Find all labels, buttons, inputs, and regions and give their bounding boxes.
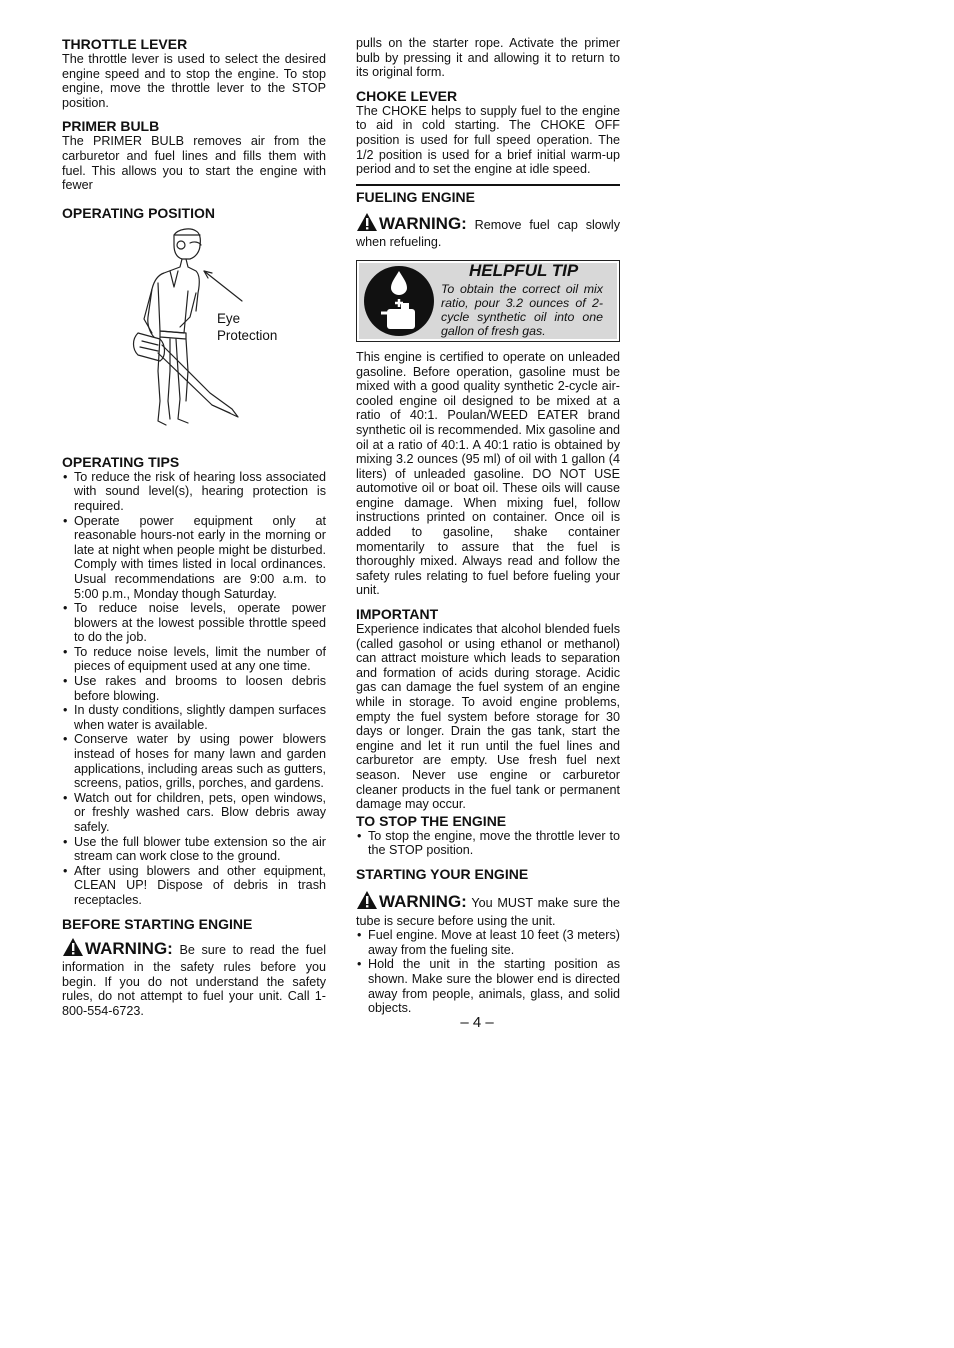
primer-bulb-heading: PRIMER BULB (62, 118, 160, 135)
throttle-lever-heading: THROTTLE LEVER (62, 36, 188, 52)
page-number: – 4 – (460, 1014, 494, 1031)
operating-tips-list (62, 470, 326, 908)
operating-position-heading: OPERATING POSITION (62, 204, 215, 221)
list-item: • To stop the engine, move the throttle lever to the STOP position. (356, 829, 620, 858)
choke-lever-heading: CHOKE LEVER (356, 87, 458, 104)
warning-triangle-icon (62, 937, 84, 961)
list-item: • In dusty conditions, slightly dampen surfaces when water is available. (62, 703, 326, 732)
stop-engine-list (356, 829, 620, 858)
operating-position-figure (62, 221, 326, 441)
fueling-warning (356, 212, 620, 250)
warning-word: WARNING: (85, 938, 173, 958)
list-item: • Use rakes and brooms to loosen debris before blowing. (62, 674, 326, 703)
list-item: • Hold the unit in the starting position as shown. Make sure the blower end is directed away from people, animals, glass, and solid objects. (356, 957, 620, 1015)
warning-word: WARNING: (379, 213, 467, 233)
warning-word: WARNING: (379, 891, 467, 911)
warning-text: Remove fuel cap slowly when refueling. (356, 217, 620, 250)
helpful-tip-text: To obtain the correct oil mix ratio, pour 3.2 ounces of 2-cycle synthetic oil into one gallon of fresh gas. (441, 281, 603, 338)
list-item: • Operate power equipment only at reasonable hours-not early in the morning or late at night when people might be disturbed. Comply with times listed in local ordinances. Usual recommendations are 9:00 a.m. to 5:00 p.m., Monday though Saturday. (62, 514, 326, 602)
list-item: • After using blowers and other equipment, CLEAN UP! Dispose of debris in trash receptacles. (62, 864, 326, 908)
important-heading: IMPORTANT (356, 606, 439, 623)
list-item: • Fuel engine. Move at least 10 feet (3 meters) away from the fueling site. (356, 928, 620, 957)
list-item: • To reduce the risk of hearing loss associated with sound level(s), hearing protection is required. (62, 470, 326, 514)
eye-protection-label (217, 310, 277, 344)
starting-engine-heading: STARTING YOUR ENGINE (356, 865, 529, 882)
helpful-tip-box (356, 260, 620, 342)
choke-lever-text: The CHOKE helps to supply fuel to the engine to aid in cold starting. The CHOKE OFF position is used for full speed operation. The 1/2 position is used for a brief initial warm-up period and to set the engine at idle speed. (356, 103, 620, 177)
list-item: • Conserve water by using power blowers instead of hoses for many lawn and garden applications, including areas such as gutters, screens, patios, grills, porches, and gardens. (62, 732, 326, 790)
fueling-engine-heading: FUELING ENGINE (356, 188, 476, 205)
throttle-lever-text: The throttle lever is used to select the desired engine speed and to stop the engine. To stop engine, move the throttle lever to the STOP position. (62, 52, 326, 110)
starting-engine-list (356, 928, 620, 1016)
operating-tips-heading: OPERATING TIPS (62, 453, 180, 470)
list-item: • Watch out for children, pets, open windows, or freshly washed cars. Blow debris away safely. (62, 791, 326, 835)
list-item: • To reduce noise levels, limit the number of pieces of equipment used at any one time. (62, 645, 326, 674)
warning-triangle-icon (356, 890, 378, 914)
warning-triangle-icon (356, 212, 378, 236)
primer-bulb-continued: pulls on the starter rope. Activate the primer bulb by pressing it and allowing it to return to its original form. (356, 36, 620, 80)
eye-label-line1: Eye (217, 310, 241, 326)
eye-label-line2: Protection (217, 327, 278, 343)
operator-illustration (62, 221, 326, 441)
important-text: Experience indicates that alcohol blended fuels (called gasohol or using ethanol or methanol) can attract moisture which leads to separation and formation of acids during storage. Acidic gas can damage the fuel system of an engine while in storage. To avoid engine problems, empty the fuel system before storage for 30 days or longer. Drain the gas tank, start the engine and let it run until the fuel lines and carburetor are empty. Use fresh fuel next season. Never use engine or carburetor cleaner products in the fuel tank or permanent damage may occur. (356, 622, 620, 812)
fueling-text: This engine is certified to operate on unleaded gasoline. Before operation, gasoline must be mixed with a good quality synthetic 2-cycle air-cooled engine oil designed to be mixed at a ratio of 40:1. Poulan/WEED EATER brand synthetic oil is recommended. Mix gasoline and oil at a ratio of 40:1. A 40:1 ratio is obtained by mixing 3.2 ounces (95 ml) of oil with 1 gallon (4 liters) of unleaded gasoline. DO NOT USE automotive oil or boat oil. These oils will cause engine damage. When mixing fuel, follow instructions printed on container. Once oil is added to gasoline, shake container momentarily to assure that the fuel is thoroughly mixed. Always read and follow the safety rules relating to fuel before fueling your unit. (356, 349, 620, 598)
left-column (62, 36, 326, 1019)
right-column (356, 36, 620, 1016)
helpful-tip-title: HELPFUL TIP (469, 260, 579, 280)
list-item: • Use the full blower tube extension so the air stream can work close to the ground. (62, 835, 326, 864)
before-starting-heading: BEFORE STARTING ENGINE (62, 915, 253, 932)
warning-text: You MUST make sure the tube is secure before using the unit. (356, 895, 621, 928)
fuel-oil-mix-icon (361, 263, 437, 339)
before-starting-warning (62, 937, 326, 1019)
list-item: • To reduce noise levels, operate power blowers at the lowest possible throttle speed to do the job. (62, 601, 326, 645)
warning-text: Be sure to read the fuel information in the safety rules before you begin. If you do not understand the safety rules, do not attempt to fuel your unit. Call 1-800-554-6723. (62, 942, 326, 1018)
stop-engine-heading: TO STOP THE ENGINE (356, 812, 507, 829)
primer-bulb-text: The PRIMER BULB removes air from the carburetor and fuel lines and fills them with fuel. This allows you to start the engine with fewer (62, 134, 326, 193)
starting-warning (356, 890, 620, 928)
